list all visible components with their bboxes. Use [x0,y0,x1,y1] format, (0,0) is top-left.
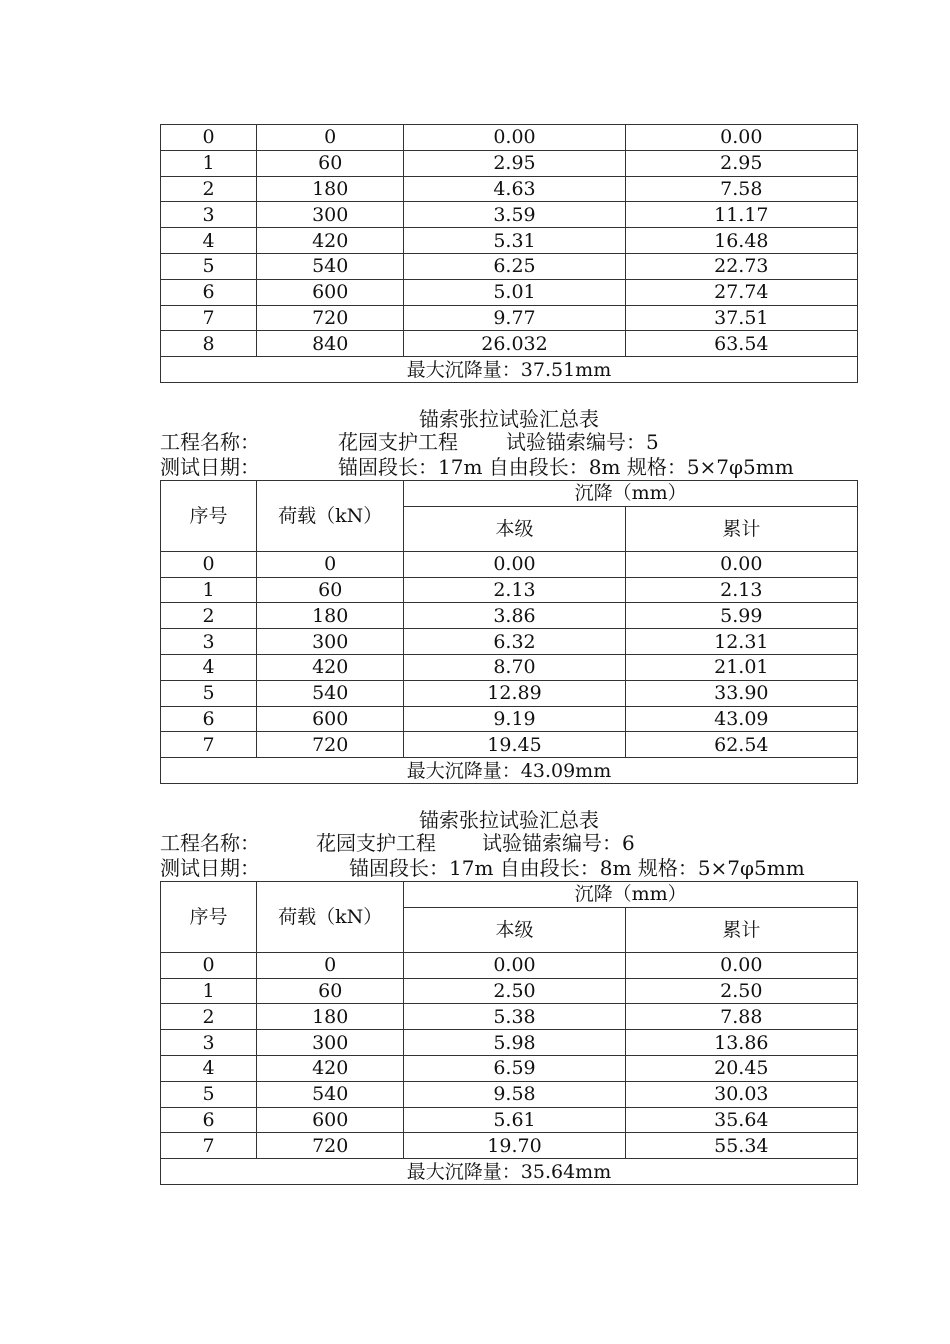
total-settlement-cell: 2.13 [625,577,857,603]
table-2-footer-row [161,758,858,784]
header-level: 本级 [404,907,625,952]
total-settlement-cell: 11.17 [625,202,857,228]
total-settlement-cell: 12.31 [625,629,857,655]
table-2-date-line [160,455,858,480]
level-settlement-cell: 19.45 [404,732,625,758]
total-settlement-cell: 30.03 [625,1081,857,1107]
seq-cell: 5 [161,680,257,706]
load-cell: 180 [257,603,404,629]
table-row [161,680,858,706]
table-3-footer-row [161,1159,858,1185]
table-row [161,305,858,331]
seq-cell: 3 [161,629,257,655]
settlement-table-2 [160,480,858,784]
settlement-table-2-section [160,408,858,784]
load-cell: 420 [257,654,404,680]
total-settlement-cell: 37.51 [625,305,857,331]
load-cell: 420 [257,228,404,254]
total-settlement-cell: 0.00 [625,952,857,978]
level-settlement-cell: 6.25 [404,253,625,279]
project-label-3: 工程名称： [160,831,260,855]
table-row [161,1055,858,1081]
seq-cell: 6 [161,1107,257,1133]
total-settlement-cell: 22.73 [625,253,857,279]
table-3-body [161,952,858,1158]
load-cell: 600 [257,279,404,305]
total-settlement-cell: 43.09 [625,706,857,732]
table-row [161,706,858,732]
table-row [161,279,858,305]
level-settlement-cell: 9.58 [404,1081,625,1107]
seq-cell: 4 [161,1055,257,1081]
level-settlement-cell: 19.70 [404,1133,625,1159]
max-settlement-2: 最大沉降量：43.09mm [161,758,858,784]
seq-cell: 2 [161,1004,257,1030]
header-total: 累计 [625,506,857,551]
date-label-3: 测试日期： [160,856,260,880]
table-row [161,125,858,151]
level-settlement-cell: 0.00 [404,551,625,577]
seq-cell: 5 [161,1081,257,1107]
load-cell: 600 [257,1107,404,1133]
spec-2: 锚固段长：17m 自由段长：8m 规格：5×7φ5mm [338,455,794,479]
seq-cell: 8 [161,331,257,357]
level-settlement-cell: 0.00 [404,952,625,978]
header-settlement: 沉降（mm） [404,882,858,908]
table-row [161,253,858,279]
table-row [161,1081,858,1107]
settlement-table-3 [160,881,858,1185]
table-row [161,1133,858,1159]
settlement-table-3-section [160,809,858,1185]
seq-cell: 2 [161,176,257,202]
seq-cell: 1 [161,978,257,1004]
spec-3: 锚固段长：17m 自由段长：8m 规格：5×7φ5mm [349,856,805,880]
level-settlement-cell: 3.86 [404,603,625,629]
load-cell: 720 [257,732,404,758]
total-settlement-cell: 0.00 [625,551,857,577]
table-2-title: 锚索张拉试验汇总表 [419,407,599,431]
table-row [161,150,858,176]
level-settlement-cell: 6.59 [404,1055,625,1081]
seq-cell: 0 [161,952,257,978]
project-name-3: 花园支护工程 [316,831,436,855]
table-row [161,603,858,629]
level-settlement-cell: 5.61 [404,1107,625,1133]
level-settlement-cell: 5.31 [404,228,625,254]
level-settlement-cell: 3.59 [404,202,625,228]
settlement-table-1-section [160,124,858,383]
table-row [161,732,858,758]
level-settlement-cell: 8.70 [404,654,625,680]
load-cell: 60 [257,978,404,1004]
level-settlement-cell: 12.89 [404,680,625,706]
seq-cell: 6 [161,706,257,732]
project-name-2: 花园支护工程 [338,430,458,454]
seq-cell: 4 [161,654,257,680]
total-settlement-cell: 35.64 [625,1107,857,1133]
seq-cell: 0 [161,125,257,151]
max-settlement-3: 最大沉降量：35.64mm [161,1159,858,1185]
total-settlement-cell: 0.00 [625,125,857,151]
total-settlement-cell: 21.01 [625,654,857,680]
seq-cell: 1 [161,150,257,176]
load-cell: 300 [257,629,404,655]
table-row [161,1004,858,1030]
seq-cell: 4 [161,228,257,254]
anchor-number-3: 试验锚索编号：6 [482,831,635,855]
load-cell: 60 [257,577,404,603]
total-settlement-cell: 2.95 [625,150,857,176]
table-3-project-line [160,831,858,856]
load-cell: 0 [257,952,404,978]
level-settlement-cell: 2.13 [404,577,625,603]
table-1-body [161,125,858,357]
header-level: 本级 [404,506,625,551]
level-settlement-cell: 26.032 [404,331,625,357]
load-cell: 60 [257,150,404,176]
total-settlement-cell: 2.50 [625,978,857,1004]
table-row [161,577,858,603]
seq-cell: 7 [161,1133,257,1159]
total-settlement-cell: 7.58 [625,176,857,202]
table-3-title: 锚索张拉试验汇总表 [419,808,599,832]
level-settlement-cell: 5.98 [404,1030,625,1056]
total-settlement-cell: 7.88 [625,1004,857,1030]
load-cell: 0 [257,125,404,151]
level-settlement-cell: 0.00 [404,125,625,151]
total-settlement-cell: 20.45 [625,1055,857,1081]
level-settlement-cell: 2.95 [404,150,625,176]
total-settlement-cell: 63.54 [625,331,857,357]
table-row [161,654,858,680]
total-settlement-cell: 13.86 [625,1030,857,1056]
total-settlement-cell: 55.34 [625,1133,857,1159]
seq-cell: 5 [161,253,257,279]
level-settlement-cell: 4.63 [404,176,625,202]
anchor-number-2: 试验锚索编号：5 [506,430,659,454]
table-3-header-row [161,882,858,908]
load-cell: 420 [257,1055,404,1081]
table-3-date-line [160,856,858,881]
table-row [161,978,858,1004]
seq-cell: 2 [161,603,257,629]
total-settlement-cell: 62.54 [625,732,857,758]
load-cell: 840 [257,331,404,357]
load-cell: 300 [257,1030,404,1056]
load-cell: 0 [257,551,404,577]
seq-cell: 7 [161,305,257,331]
load-cell: 540 [257,253,404,279]
seq-cell: 7 [161,732,257,758]
table-row [161,1107,858,1133]
load-cell: 180 [257,1004,404,1030]
seq-cell: 3 [161,202,257,228]
level-settlement-cell: 2.50 [404,978,625,1004]
table-1-footer-row [161,357,858,383]
table-row [161,331,858,357]
level-settlement-cell: 9.19 [404,706,625,732]
table-row [161,228,858,254]
header-settlement: 沉降（mm） [404,481,858,507]
load-cell: 300 [257,202,404,228]
table-row [161,176,858,202]
table-row [161,952,858,978]
seq-cell: 3 [161,1030,257,1056]
settlement-table-1 [160,124,858,383]
total-settlement-cell: 5.99 [625,603,857,629]
max-settlement-1: 最大沉降量：37.51mm [161,357,858,383]
seq-cell: 0 [161,551,257,577]
total-settlement-cell: 33.90 [625,680,857,706]
load-cell: 720 [257,305,404,331]
date-label-2: 测试日期： [160,455,260,479]
level-settlement-cell: 9.77 [404,305,625,331]
table-row [161,629,858,655]
seq-cell: 6 [161,279,257,305]
table-row [161,1030,858,1056]
header-load: 荷载（kN） [257,882,404,953]
header-total: 累计 [625,907,857,952]
load-cell: 600 [257,706,404,732]
table-2-body [161,551,858,757]
seq-cell: 1 [161,577,257,603]
total-settlement-cell: 27.74 [625,279,857,305]
load-cell: 540 [257,1081,404,1107]
load-cell: 180 [257,176,404,202]
table-row [161,551,858,577]
table-2-header-row [161,481,858,507]
header-load: 荷载（kN） [257,481,404,552]
table-row [161,202,858,228]
project-label-2: 工程名称： [160,430,260,454]
table-2-project-line [160,430,858,455]
load-cell: 720 [257,1133,404,1159]
load-cell: 540 [257,680,404,706]
header-seq: 序号 [161,882,257,953]
level-settlement-cell: 5.38 [404,1004,625,1030]
total-settlement-cell: 16.48 [625,228,857,254]
level-settlement-cell: 6.32 [404,629,625,655]
header-seq: 序号 [161,481,257,552]
level-settlement-cell: 5.01 [404,279,625,305]
